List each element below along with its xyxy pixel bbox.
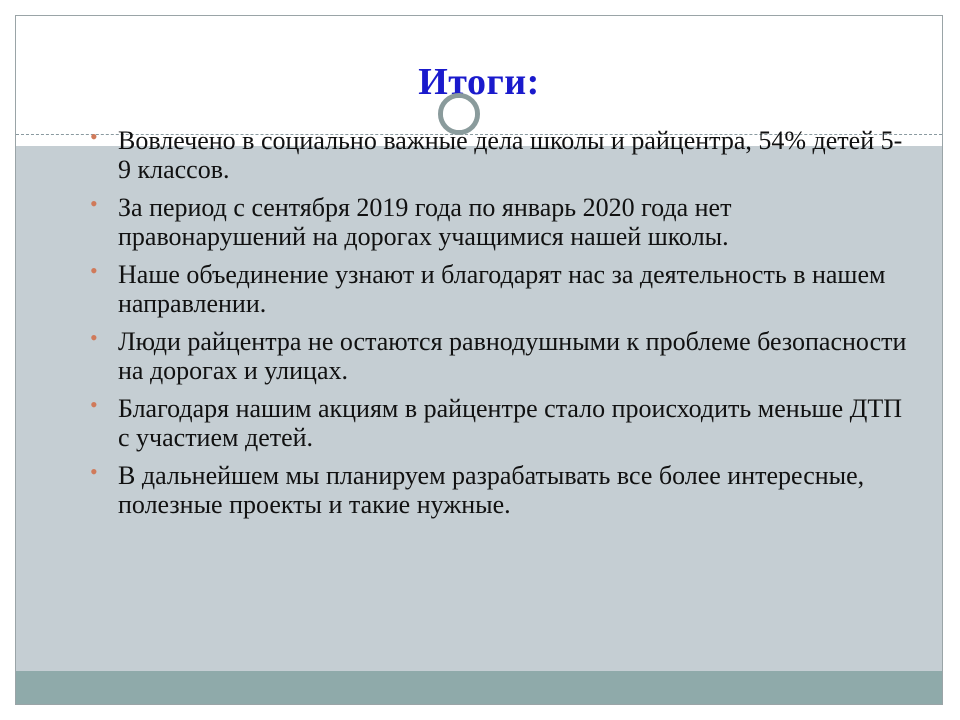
bullet-text: Люди райцентра не остаются равнодушными к проблеме безопасности на дорогах и улицах. — [118, 327, 907, 385]
bottom-bar — [16, 671, 942, 705]
bullet-item — [88, 193, 908, 251]
bullet-text: Наше объединение узнают и благодарят нас за деятельность в нашем направлении. — [118, 260, 886, 318]
bullet-dot-icon: • — [90, 459, 98, 484]
bullet-text: За период с сентября 2019 года по январь 2020 года нет правонарушений на дорогах учащимися нашей школы. — [118, 193, 732, 251]
bullet-dot-icon: • — [90, 392, 98, 417]
bullet-item — [88, 394, 908, 452]
bullet-item — [88, 126, 908, 184]
bullet-list — [88, 126, 908, 528]
bullet-dot-icon: • — [90, 191, 98, 216]
bullet-dot-icon: • — [90, 258, 98, 283]
bullet-dot-icon: • — [90, 325, 98, 350]
bullet-item — [88, 260, 908, 318]
bullet-text: В дальнейшем мы планируем разрабатывать все более интересные, полезные проекты и такие нужные. — [118, 461, 865, 519]
bullet-item — [88, 461, 908, 519]
bullet-item — [88, 327, 908, 385]
bullet-text: Вовлечено в социально важные дела школы и райцентра, 54% детей 5-9 классов. — [118, 126, 903, 184]
bullet-text: Благодаря нашим акциям в райцентре стало происходить меньше ДТП с участием детей. — [118, 394, 902, 452]
slide-title: Итоги: — [418, 61, 540, 103]
bullet-dot-icon: • — [90, 124, 98, 149]
